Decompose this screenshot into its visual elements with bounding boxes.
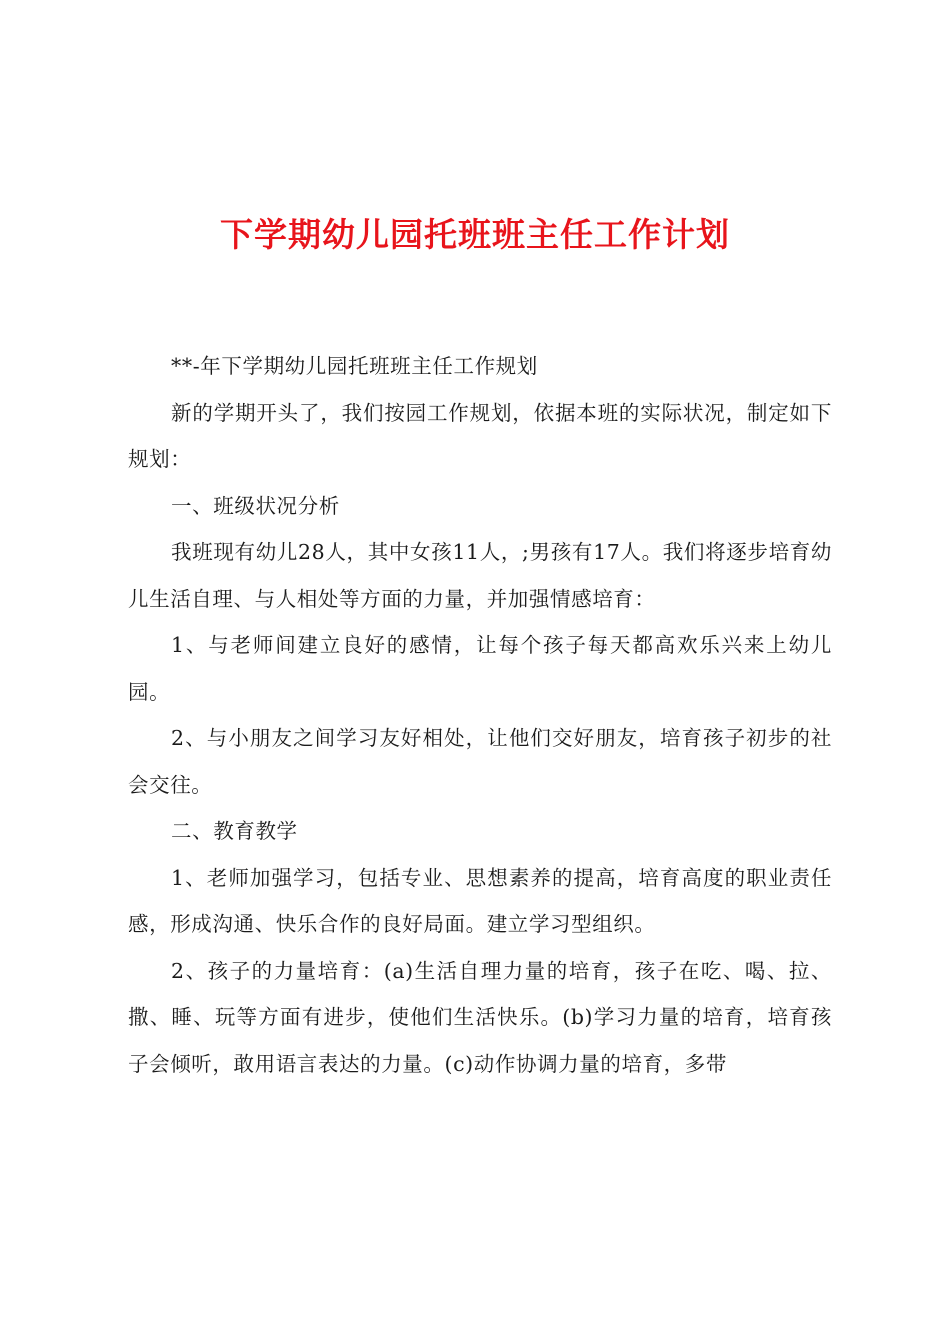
paragraph-teaching-1: 1、老师加强学习，包括专业、思想素养的提高，培育高度的职业责任感，形成沟通、快乐合作的良好局面。建立学习型组织。 (128, 865, 832, 936)
paragraph-plan-heading: **-年下学期幼儿园托班班主任工作规划 (171, 354, 538, 378)
section-heading-teaching: 二、教育教学 (171, 819, 298, 843)
document-body (128, 343, 832, 1087)
section-heading-class-analysis: 一、班级状况分析 (171, 493, 340, 518)
paragraph-item-2: 2、与小朋友之间学习友好相处，让他们交好朋友，培育孩子初步的社会交往。 (128, 726, 832, 797)
paragraph-intro: 新的学期开头了，我们按园工作规划，依据本班的实际状况，制定如下规划： (128, 400, 832, 471)
paragraph-class-analysis: 我班现有幼儿28人，其中女孩11人，;男孩有17人。我们将逐步培育幼儿生活自理、与人相处等方面的力量，并加强情感培育： (128, 540, 832, 611)
document-title: 下学期幼儿园托班班主任工作计划 (220, 215, 730, 254)
paragraph-teaching-2: 2、孩子的力量培育：(a)生活自理力量的培育，孩子在吃、喝、拉、撒、睡、玩等方面有进步，使他们生活快乐。(b)学习力量的培育，培育孩子会倾听，敢用语言表达的力量。(c)动作协调力量的培育，多带 (128, 958, 832, 1076)
paragraph-item-1: 1、与老师间建立良好的感情，让每个孩子每天都高欢乐兴来上幼儿园。 (128, 633, 832, 704)
